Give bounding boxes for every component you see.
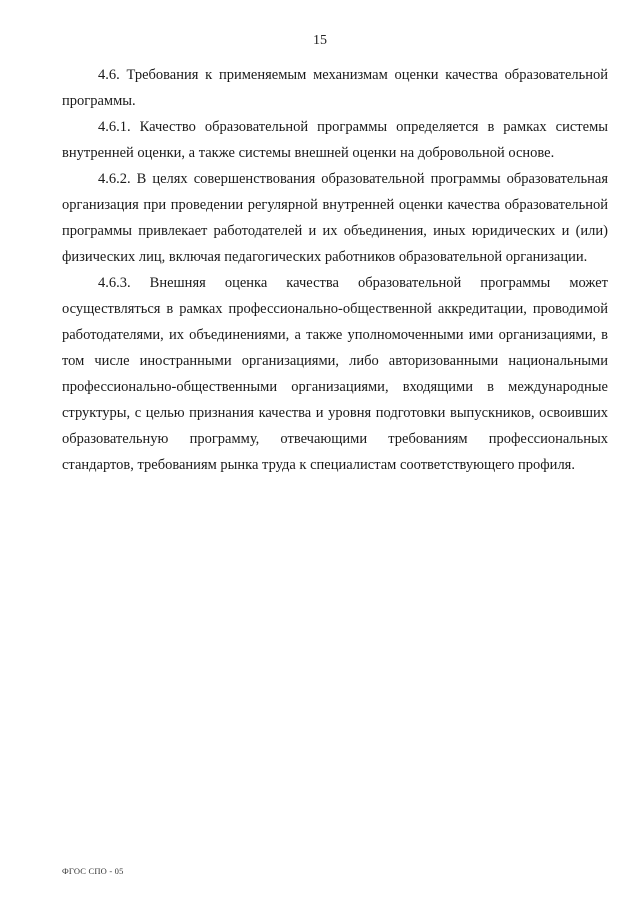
footer-code: ФГОС СПО - 05 <box>62 866 124 876</box>
page-number: 15 <box>313 33 327 48</box>
paragraph-4-6: 4.6. Требования к применяемым механизмам оценки качества образовательной программы. <box>62 67 608 109</box>
paragraph-4-6-1: 4.6.1. Качество образовательной программы определяется в рамках системы внутренней оценки, а также системы внешней оценки на добровольной основе. <box>62 119 608 161</box>
document-body <box>62 62 608 478</box>
paragraph-4-6-3: 4.6.3. Внешняя оценка качества образовательной программы может осуществляться в рамках профессионально-общественной аккредитации, проводимой работодателями, их объединениями, а также уполномоченными ими организациями, в том числе иностранными организациями, либо авторизованными национальными профессионально-общественными организациями, входящими в международные структуры, с целью признания качества и уровня подготовки выпускников, освоивших образовательную программу, отвечающими требованиям профессиональных стандартов, требованиям рынка труда к специалистам соответствующего профиля. <box>62 275 608 473</box>
paragraph-4-6-2: 4.6.2. В целях совершенствования образовательной программы образовательная организация при проведении регулярной внутренней оценки качества образовательной программы привлекает работодателей и их объединения, иных юридических и (или) физических лиц, включая педагогических работников образовательной организации. <box>62 171 608 265</box>
